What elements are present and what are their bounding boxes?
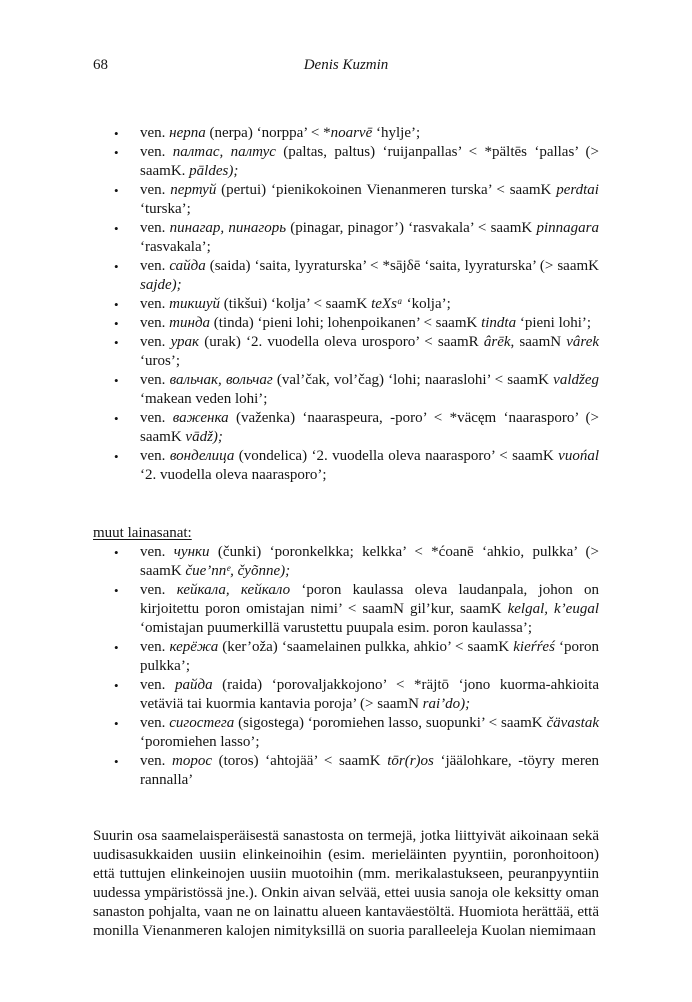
italic-term: сайда — [169, 258, 206, 274]
italic-term: керёжа — [169, 639, 219, 655]
italic-term: tōr(r)os — [387, 753, 434, 769]
body-paragraph: Suurin osa saamelaisperäisestä sanastosta on termejä, jotka liittyivät aikoinaan sekä uudisasukkaiden uusiin elinkeinoihin (esim. merieläinten pyyntiin, poronhoitoon) että tuttujen elinkeinojen uusiin muotoihin (mm. merikalastukseen, peuranpyyntiin uudessa ympäristössä jne.). Onkin aivan selvää, ettei uusia sanoja ole keksitty oman sanaston pohjalta, vaan ne on lainattu alueen kantaväestöltä. Huomiota herättää, että monilla Vienanmeren kalojen nimityksillä on suoria paralleeleja Kuolan niemimaan — [93, 828, 599, 939]
entry-text: ven. — [140, 677, 175, 693]
entry-text: (vondelica) ‘2. vuodella oleva naarasporo’ < saamK — [234, 448, 559, 464]
entry-text: ‘2. vuodella oleva naarasporo’; — [140, 467, 327, 483]
italic-term: vuońal — [558, 448, 599, 464]
italic-term: палтас, палтус — [172, 144, 276, 160]
page-number: 68 — [93, 57, 108, 73]
bullet-icon: • — [114, 640, 119, 655]
italic-term: rai’do); — [422, 696, 471, 712]
italic-term: тикшуй — [169, 296, 221, 312]
italic-term: valdžeg — [553, 372, 599, 388]
entry-text: ‘pieni lohi’; — [516, 315, 592, 331]
list-item — [93, 752, 599, 790]
list-item — [93, 219, 599, 257]
entry-text: ‘omistajan puumerkillä varustettu puupala esim. poron kaulassa’; — [140, 620, 532, 636]
italic-term: вальчак, вольчаг — [169, 372, 273, 388]
entry-text: ‘makean veden lohi’; — [140, 391, 268, 407]
italic-term: чунки — [173, 544, 210, 560]
italic-term: пертуй — [170, 182, 217, 198]
list-item — [93, 714, 599, 752]
entry-text: ven. — [140, 639, 170, 655]
entry-text: ven. — [140, 582, 177, 598]
list-item — [93, 409, 599, 447]
list-item — [93, 581, 599, 638]
entry-text: (pinagar, pinagor’) ‘rasvakala’ < saamK — [286, 220, 537, 236]
entry-text: (tinda) ‘pieni lohi; lohenpoikanen’ < saamK — [210, 315, 482, 331]
list-item — [93, 676, 599, 714]
list-item — [93, 333, 599, 371]
italic-term: торос — [172, 753, 212, 769]
italic-term: урак — [170, 334, 200, 350]
italic-term: тинда — [169, 315, 211, 331]
italic-term: райда — [175, 677, 213, 693]
entry-text: (raida) ‘porovaljakkojono’ < *räjtō ‘jono kuorma-ahkioita vetäviä tai kuormia kantavia poroja’ (> saamN — [140, 677, 599, 712]
bullet-icon: • — [114, 545, 119, 560]
entry-text: ‘turska’; — [140, 201, 191, 217]
entry-text: (paltas, paltus) ‘ruijanpallas’ < *pältēs ‘pallas’ (> saamK. — [140, 144, 599, 179]
italic-term: tindta — [481, 315, 517, 331]
bullet-icon: • — [114, 183, 119, 198]
entry-text: ‘jäälohkare, -töyry meren rannalla’ — [140, 753, 599, 788]
entry-text: (važenka) ‘naaraspeura, -poro’ < *väcęm ‘naarasporo’ (> saamK — [140, 410, 599, 445]
entry-text: (nerpa) ‘norppa’ < * — [205, 125, 331, 141]
list-item — [93, 295, 599, 314]
bullet-icon: • — [114, 297, 119, 312]
page-content — [93, 124, 599, 941]
bullet-icon: • — [114, 259, 119, 274]
italic-term: sajde); — [140, 277, 182, 293]
bullet-icon: • — [114, 126, 119, 141]
italic-term: нерпа — [169, 125, 206, 141]
entry-text: ven. — [140, 410, 173, 426]
list-item — [93, 257, 599, 295]
list-item — [93, 543, 599, 581]
entry-text: ven. — [140, 296, 170, 312]
entry-text: ven. — [140, 182, 171, 198]
entry-text: (ker’oža) ‘saamelainen pulkka, ahkio’ < saamK — [218, 639, 514, 655]
entry-text: ven. — [140, 334, 171, 350]
bullet-icon: • — [114, 449, 119, 464]
entry-text: ven. — [140, 448, 170, 464]
entry-text: ‘uros’; — [140, 353, 180, 369]
entry-text: ‘rasvakala’; — [140, 239, 211, 255]
bullet-icon: • — [114, 335, 119, 350]
list-item — [93, 371, 599, 409]
entry-text: (toros) ‘ahtojää’ < saamK — [212, 753, 388, 769]
loanword-list-1 — [93, 124, 599, 485]
italic-term: noarvē — [330, 125, 373, 141]
italic-term: vârek — [566, 334, 600, 350]
bullet-icon: • — [114, 145, 119, 160]
entry-text: ven. — [140, 125, 170, 141]
list-item — [93, 638, 599, 676]
list-item — [93, 447, 599, 485]
entry-text: ‘hylje’; — [372, 125, 421, 141]
italic-term: pāldes); — [189, 163, 239, 179]
bullet-icon: • — [114, 316, 119, 331]
italic-term: сигостега — [169, 715, 235, 731]
bullet-icon: • — [114, 716, 119, 731]
running-header: Denis Kuzmin — [303, 57, 389, 73]
entry-text: ‘poron pulkka’; — [140, 639, 599, 674]
bullet-icon: • — [114, 221, 119, 236]
italic-term: čue’nnᵉ, čуõnne); — [185, 563, 291, 579]
entry-text: ven. — [140, 258, 170, 274]
list-item — [93, 314, 599, 333]
entry-text: ‘poron kaulassa oleva laudanpala, johon on kirjoitettu poron omistajan nimi’ < saamN gil’kur, saamK — [140, 582, 599, 617]
list-item — [93, 124, 599, 143]
italic-term: vādž); — [185, 429, 223, 445]
bullet-icon: • — [114, 678, 119, 693]
entry-text: ‘poromiehen lasso’; — [140, 734, 260, 750]
entry-text: (urak) ‘2. vuodella oleva urosporo’ < saamR — [199, 334, 484, 350]
entry-text: (val’čak, vol’čag) ‘lohi; naaraslohi’ < saamK — [272, 372, 554, 388]
entry-text: ven. — [140, 220, 170, 236]
entry-text: ven. — [140, 753, 172, 769]
entry-text: ‘kolja’; — [402, 296, 451, 312]
bullet-icon: • — [114, 754, 119, 769]
entry-text: (tikšui) ‘kolja’ < saamK — [220, 296, 372, 312]
italic-term: kieŕŕeś — [513, 639, 555, 655]
italic-term: perdtai — [556, 182, 599, 198]
entry-text: (pertui) ‘pienikokoinen Vienanmeren turska’ < saamK — [216, 182, 557, 198]
italic-term: teXsᵃ — [371, 296, 403, 312]
italic-term: кейкала, кейкало — [176, 582, 291, 598]
entry-text: (čunki) ‘poronkelkka; kelkka’ < *ćoanē ‘ahkio, pulkka’ (> saamK — [140, 544, 599, 579]
italic-term: ârēk — [483, 334, 511, 350]
entry-text: , saamN — [510, 334, 567, 350]
section-heading: muut lainasanat: — [93, 525, 192, 541]
italic-term: важенка — [172, 410, 229, 426]
loanword-list-2 — [93, 543, 599, 790]
entry-text: ven. — [140, 315, 170, 331]
list-item — [93, 143, 599, 181]
bullet-icon: • — [114, 411, 119, 426]
italic-term: čävastak — [546, 715, 599, 731]
bullet-icon: • — [114, 373, 119, 388]
italic-term: вонделица — [169, 448, 235, 464]
list-item — [93, 181, 599, 219]
bullet-icon: • — [114, 583, 119, 598]
entry-text: (sigostega) ‘poromiehen lasso, suopunki’ < saamK — [234, 715, 547, 731]
italic-term: pinnagara — [536, 220, 599, 236]
entry-text: ven. — [140, 144, 173, 160]
entry-text: ven. — [140, 544, 174, 560]
entry-text: ven. — [140, 372, 170, 388]
italic-term: kelgal, k’eugal — [507, 601, 599, 617]
italic-term: пинагар, пинагорь — [169, 220, 287, 236]
entry-text: ven. — [140, 715, 170, 731]
entry-text: (saida) ‘saita, lyyraturska’ < *sājδē ‘saita, lyyraturska’ (> saamK — [205, 258, 599, 274]
